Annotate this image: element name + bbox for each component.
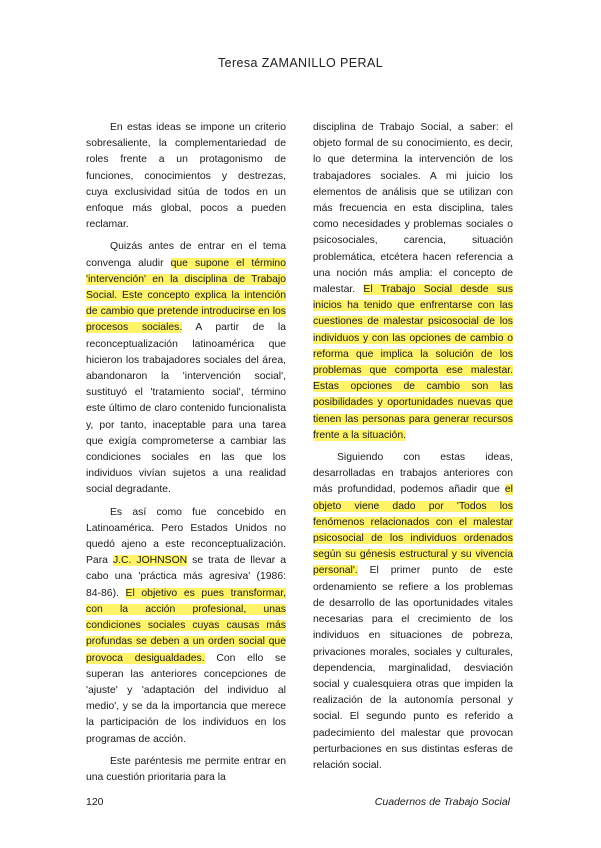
right-paragraph-2 [313, 450, 513, 774]
running-header: Teresa ZAMANILLO PERAL [217, 56, 384, 70]
left-paragraph-1: En estas ideas se impone un criterio sobresaliente, la complementariedad de roles frente a un protagonismo de funciones, conocimientos y destrezas, cuya exclusividad sitúa de todos en un enfoque más global, pocos a pueden reclamar. [86, 122, 286, 231]
left-paragraph-3 [86, 505, 286, 748]
right-p1-text-before: disciplina de Trabajo Social, a saber: el objeto formal de su conocimiento, es decir, lo que determina la intervención de los trabajadores sociales. A mi juicio los elementos de análisis que se utilizan con más frecuencia en esta disciplina, tales como necesidades y problemas sociales o psicosociales, carencia, situación problemática, etcétera hacen referencia a una noción más amplia: el concepto de malestar. [313, 122, 513, 296]
right-p2-text-before: Siguiendo con estas ideas, desarrolladas en trabajos anteriores con más profundidad, podemos añadir que [313, 452, 513, 496]
right-paragraph-1 [313, 120, 513, 444]
right-column [313, 120, 513, 774]
right-p1-highlight: El Trabajo Social desde sus inicios ha tenido que enfrentarse con las cuestiones de malestar psicosocial de los individuos y con las opciones de cambio o reforma que implica la solución de los problemas que comporta ese malestar. Estas opciones de cambio son las posibilidades y oportunidades nuevas que tienen las personas para generar recursos frente a la situación. [313, 284, 513, 441]
journal-title: Cuadernos de Trabajo Social [374, 796, 510, 808]
left-paragraph-4: Este paréntesis me permite entrar en una cuestión prioritaria para la [86, 755, 286, 783]
left-p3-highlight: El objetivo es pues transformar, con la acción profesional, unas condiciones sociales cuyas causas más profundas se deben a un orden social que provoca desigualdades. [86, 587, 286, 664]
left-p3-text-mid: se trata de llevar a cabo una 'práctica más agresiva' (1986: 84-86). [86, 555, 286, 599]
left-paragraph-2 [86, 239, 286, 498]
left-p2-highlight: que supone el término 'intervención' en la disciplina de Trabajo Social. Este concepto explica la intención de cambio que pretende introducirse en los procesos sociales. [86, 257, 286, 334]
left-p2-text-after: A partir de la reconceptualización latinoamérica que hicieron los trabajadores sociales del área, abandonaron la 'intervención social', sustituyó el 'tratamiento social', término este último de claro contenido funcionalista y, por tanto, inaceptable para una tarea que exigía comprometerse a cambiar las condiciones sociales en las que los individuos vivían sujetos a una realidad social degradante. [86, 322, 286, 496]
left-p3-author-name: J.C. JOHNSON [112, 555, 188, 567]
right-p2-text-after: El primer punto de este ordenamiento se refiere a los problemas de desarrollo de las oportunidades vitales necesarias para el crecimiento de los individuos en situaciones de pobreza, privaciones morales, sociales y culturales, dependencia, marginalidad, desviación social y cualesquiera otras que impiden la realización de la autonomía personal y social. El segundo punto es referido a padecimiento del malestar que provocan perturbaciones en sus distintas esferas de relación social. [313, 565, 513, 771]
page-number: 120 [86, 796, 104, 808]
left-p3-text-before: Es así como fue concebido en Latinoamérica. Pero Estados Unidos no quedó ajeno a este reconceptualización. Para [86, 506, 286, 567]
left-column [86, 120, 286, 786]
left-p2-text-before: Quizás antes de entrar en el tema convenga aludir [86, 241, 286, 269]
left-p3-text-after: Con ello se superan las anteriores concepciones de 'ajuste' y 'adaptación del individuo al medio', y se da la importancia que merece la participación de los individuos en los programas de acción. [86, 652, 286, 745]
right-p2-highlight: el objeto viene dado por 'Todos los fenómenos relacionados con el malestar psicosocial de los individuos ordenados según su génesis estructural y su vivencia personal'. [313, 484, 513, 577]
